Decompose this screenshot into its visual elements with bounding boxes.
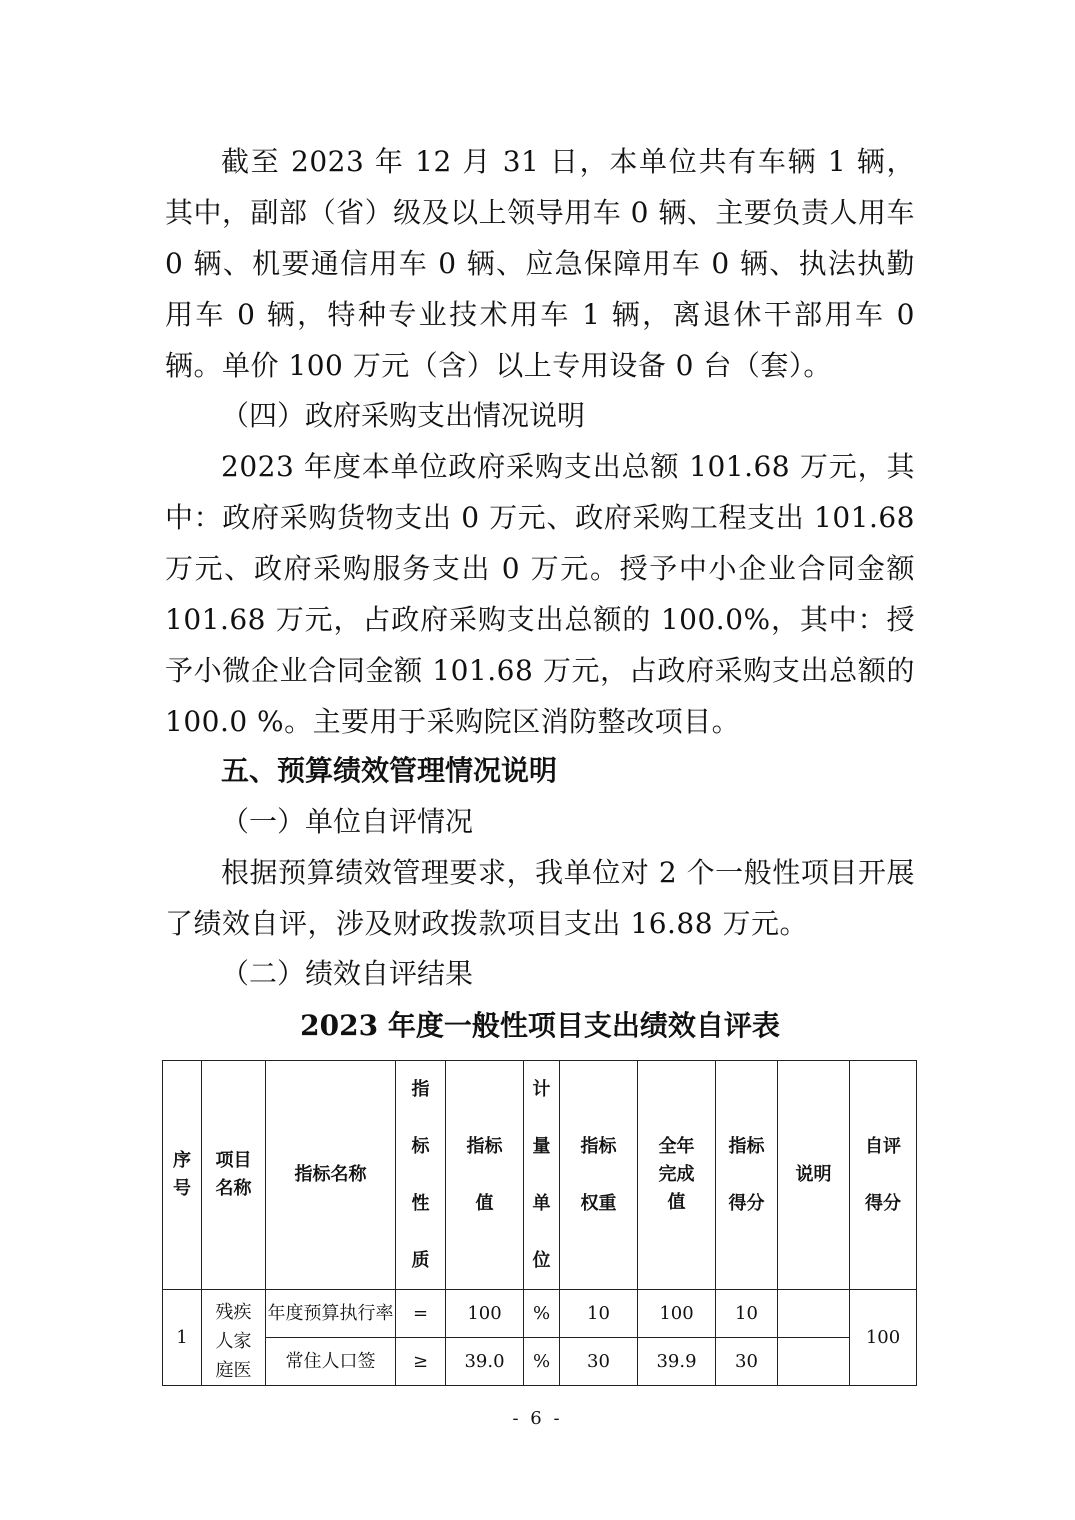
results-heading: （二）绩效自评结果 [221,957,474,990]
cell-unit: % [524,1290,560,1338]
cell-weight: 10 [560,1290,638,1338]
self-eval-paragraph [165,847,915,949]
cell-weight: 30 [560,1338,638,1386]
cell-seq: 1 [163,1290,202,1386]
cell-value: 100 [446,1290,524,1338]
cell-indicator: 常住人口签 [266,1338,396,1386]
cell-project: 残疾人家庭医 [202,1290,266,1386]
self-eval-heading: （一）单位自评情况 [221,805,474,838]
self-eval-text: 根据预算绩效管理要求，我单位对 2 个一般性项目开展了绩效自评，涉及财政拨款项目支出 16.88 万元。 [165,856,915,940]
table-row [163,1290,917,1338]
header-note: 说明 [778,1061,850,1290]
cell-score: 10 [716,1290,778,1338]
cell-indicator: 年度预算执行率 [266,1290,396,1338]
cell-value: 39.0 [446,1338,524,1386]
procurement-text: 2023 年度本单位政府采购支出总额 101.68 万元，其中：政府采购货物支出 0 万元、政府采购工程支出 101.68 万元、政府采购服务支出 0 万元。授予中小企业合同金额 101.68 万元，占政府采购支出总额的 100.0%，其中：授予小微企业合同金额 101.68 万元，占政府采购支出总额的 100.0 %。主要用于采购院区消防整改项目。 [165,450,915,738]
table-row [163,1338,917,1386]
cell-unit: % [524,1338,560,1386]
cell-actual: 39.9 [638,1338,716,1386]
section5-heading: 五、预算绩效管理情况说明 [221,754,558,787]
vehicles-text: 截至 2023 年 12 月 31 日，本单位共有车辆 1 辆，其中，副部（省）级及以上领导用车 0 辆、主要负责人用车 0 辆、机要通信用车 0 辆、应急保障用车 0 辆、执法执勤用车 0 辆，特种专业技术用车 1 辆，离退休干部用车 0 辆。单价 100 万元（含）以上专用设备 0 台（套）。 [165,145,915,382]
cell-nature: = [396,1290,446,1338]
table-title: 2023 年度一般性项目支出绩效自评表 [300,1009,780,1042]
cell-note [778,1290,850,1338]
header-unit: 计量单位 [524,1061,560,1290]
cell-nature: ≥ [396,1338,446,1386]
header-project: 项目名称 [202,1061,266,1290]
cell-actual: 100 [638,1290,716,1338]
table-header-row [163,1061,917,1290]
procurement-heading: （四）政府采购支出情况说明 [221,399,586,432]
cell-note [778,1338,850,1386]
header-nature: 指标性质 [396,1061,446,1290]
header-weight: 指标权重 [560,1061,638,1290]
header-self-score: 自评得分 [850,1061,917,1290]
self-eval-table [162,1060,917,1386]
cell-score: 30 [716,1338,778,1386]
header-score: 指标得分 [716,1061,778,1290]
header-seq: 序号 [163,1061,202,1290]
header-indicator: 指标名称 [266,1061,396,1290]
cell-self-score: 100 [850,1290,917,1386]
vehicles-paragraph [165,136,915,391]
header-value: 指标值 [446,1061,524,1290]
header-actual: 全年完成值 [638,1061,716,1290]
procurement-paragraph [165,441,915,747]
page-number: - 6 - [512,1408,563,1429]
